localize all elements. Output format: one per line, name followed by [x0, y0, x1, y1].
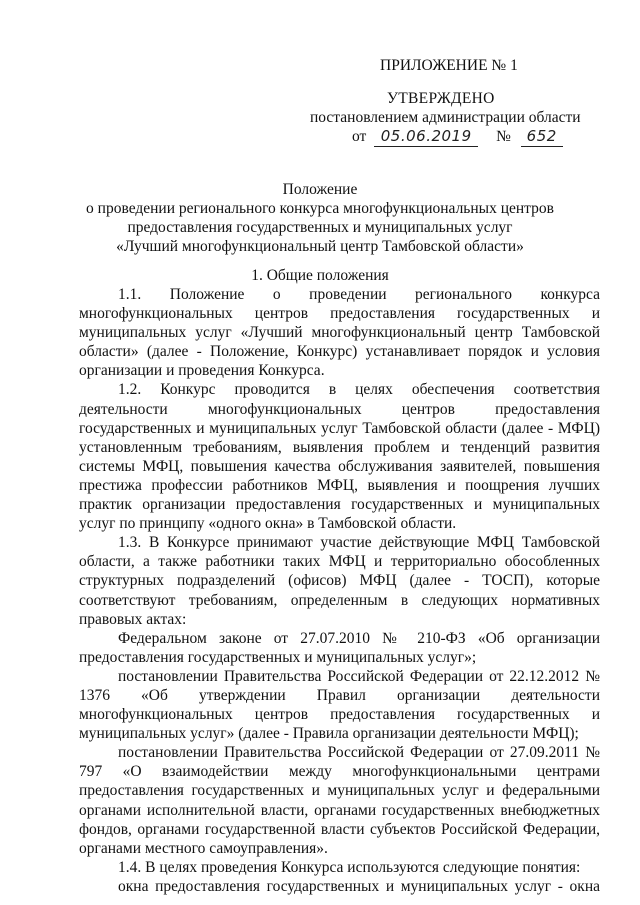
resolution-label: постановлением администрации области — [310, 109, 581, 126]
appendix-label: ПРИЛОЖЕНИЕ № 1 — [380, 57, 518, 74]
date-line — [352, 127, 563, 147]
handwritten-number: 652 — [521, 127, 563, 147]
paragraph-1-3: 1.3. В Конкурсе принимают участие действующие МФЦ Тамбовской области, а также работники таких МФЦ и территориально обособленных структурных подразделений (офисов) МФЦ (далее - ТОСП), которые соответствуют требованиям, определенным в следующих нормативных правовых актах: — [79, 534, 600, 628]
approved-label: УТВЕРЖДЕНО — [387, 90, 495, 107]
paragraph-resolution-1376: постановлении Правительства Российской Федерации от 22.12.2012 № 1376 «Об утверждении Правил организации деятельности многофункциональных центров предоставления государственных и муниципальных услуг» (далее - Правила организации деятельности МФЦ); — [79, 667, 600, 743]
paragraph-law-210: Федеральном законе от 27.07.2010 № 210-ФЗ «Об организации предоставления государственных и муниципальных услуг»; — [79, 629, 600, 666]
title-line-4: «Лучший многофункциональный центр Тамбовской области» — [116, 238, 524, 255]
paragraph-resolution-797: постановлении Правительства Российской Федерации от 27.09.2011 № 797 «О взаимодействии между многофункциональными центрами предоставления государственных и муниципальных услуг и федеральными органами исполнительной власти, органами государственных внебюджетных фондов, органами государственной власти субъектов Российской Федерации, органами местного самоуправления». — [79, 744, 600, 857]
date-prefix: от — [352, 128, 367, 145]
section-heading: 1. Общие положения — [251, 267, 389, 284]
paragraph-1-1: 1.1. Положение о проведении регионального конкурса многофункциональных центров предоставления государственных и муниципальных услуг «Лучший многофункциональный центр Тамбовской области» (далее - Положение, Конкурс) устанавливает порядок и условия организации и проведения Конкурса. — [79, 286, 600, 380]
title-line-2: о проведении регионального конкурса многофункциональных центров — [86, 200, 554, 217]
number-prefix: № — [496, 128, 511, 145]
paragraph-1-2: 1.2. Конкурс проводится в целях обеспечения соответствия деятельности многофункциональных центров предоставления государственных и муниципальных услуг Тамбовской области (далее - МФЦ) установленным требованиям, выявления проблем и тенденций развития системы МФЦ, повышения качества обслуживания заявителей, повышения престижа профессии работников МФЦ, выявления и поощрения лучших практик организации предоставления государственных и муниципальных услуг по принципу «одного окна» в Тамбовской области. — [79, 381, 600, 533]
paragraph-definitions: окна предоставления государственных и муниципальных услуг - окна — [118, 877, 600, 895]
document-body — [79, 285, 600, 896]
handwritten-date: 05.06.2019 — [374, 127, 478, 147]
paragraph-1-4: 1.4. В целях проведения Конкурса используются следующие понятия: — [118, 858, 581, 876]
document-title: Положение — [282, 181, 358, 198]
title-line-3: предоставления государственных и муниципальных услуг — [127, 219, 513, 236]
